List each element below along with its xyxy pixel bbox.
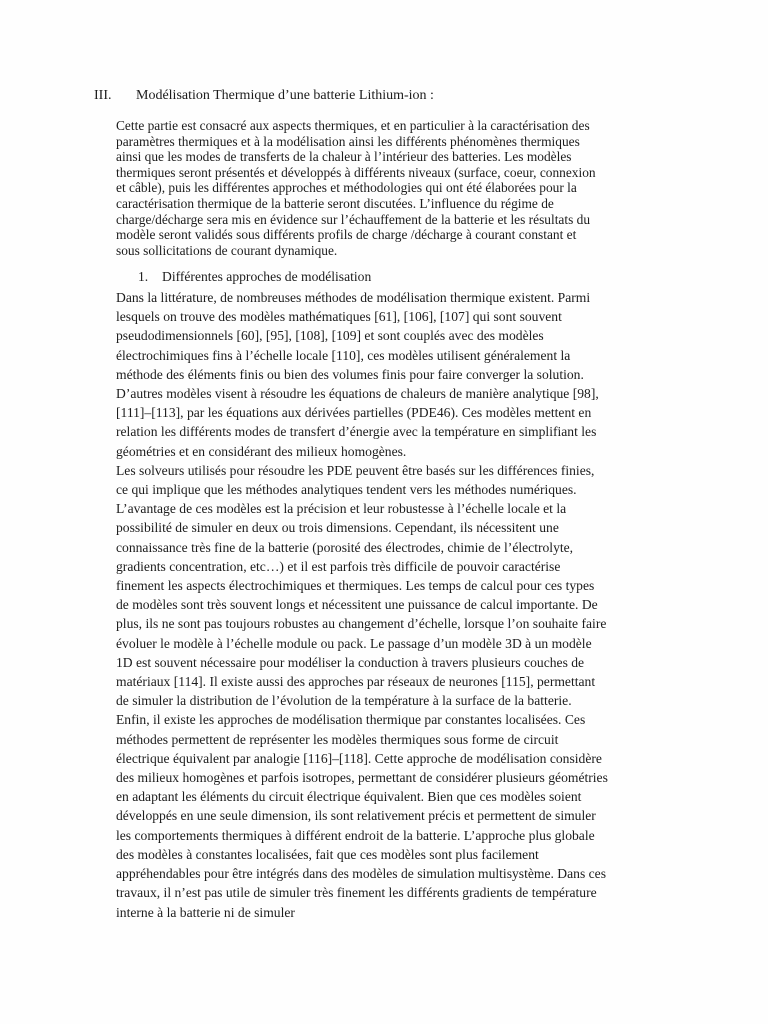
section-heading	[94, 87, 434, 104]
text-line: ce qui implique que les méthodes analytiques tendent vers les méthodes numériques.	[116, 482, 577, 498]
text-line: modèle seront validés sous différents profils de charge /décharge à courant constant et	[116, 227, 577, 243]
section-title: Modélisation Thermique d’une batterie Lithium-ion :	[136, 88, 434, 103]
text-line: méthodes permettent de représenter les modèles thermiques sous forme de circuit	[116, 731, 559, 747]
text-line: relation les différents modes de transfert d’énergie avec la température en simplifiant les	[116, 424, 597, 440]
text-line: gradients concentration, etc…) et il est parfois très difficile de pouvoir caractérise	[116, 558, 561, 574]
body-text	[116, 288, 664, 922]
text-line: caractérisation thermique de la batterie seront discutées. L’influence du régime de	[116, 195, 554, 211]
text-line: évoluer le modèle à l’échelle module ou pack. Le passage d’un modèle 3D à un modèle	[116, 635, 592, 651]
text-line: pseudodimensionnels [60], [95], [108], [109] et sont couplés avec des modèles	[116, 328, 544, 344]
text-line: Enfin, il existe les approches de modélisation thermique par constantes localisées. Ces	[116, 712, 586, 728]
text-line: interne à la batterie ni de simuler	[116, 904, 295, 920]
text-line: charge/décharge sera mis en évidence sur l’échauffement de la batterie et les résultats du	[116, 211, 591, 227]
section-number: III.	[94, 88, 112, 103]
text-line: paramètres thermiques et à la modélisation ainsi les différents phénomènes thermiques	[116, 133, 580, 149]
text-line: [111]–[113], par les équations aux dérivées partielles (PDE46). Ces modèles mettent en	[116, 405, 592, 421]
text-line: développés en une seule dimension, ils sont relativement précis et permettent de simuler	[116, 808, 596, 824]
text-line: plus, ils ne sont pas toujours robustes au changement d’échelle, lorsque l’on souhaite faire	[116, 616, 607, 632]
text-line: des milieux homogènes et parfois isotropes, permettant de considérer plusieurs géométries	[116, 770, 608, 786]
text-line: D’autres modèles visent à résoudre les équations de chaleurs de manière analytique [98],	[116, 386, 599, 402]
text-line: sous sollicitations de courant dynamique.	[116, 242, 338, 258]
text-line: connaissance très fine de la batterie (porosité des électrodes, chimie de l’électrolyte,	[116, 539, 574, 555]
text-line: des modèles à constantes localisées, fait que ces modèles sont plus facilement	[116, 846, 539, 862]
subsection-number: 1.	[138, 269, 149, 284]
text-line: L’avantage de ces modèles est la précision et leur robustesse à l’échelle locale et la	[116, 501, 567, 517]
subsection-heading	[138, 269, 371, 285]
subsection-title: Différentes approches de modélisation	[162, 269, 372, 284]
text-line: 1D est souvent nécessaire pour modéliser la conduction à travers plusieurs couches de	[116, 654, 585, 670]
text-line: en adaptant les éléments du circuit électrique équivalent. Bien que ces modèles soient	[116, 789, 582, 805]
text-line: finement les aspects électrochimiques et thermiques. Les temps de calcul pour ces types	[116, 578, 595, 594]
text-line: possibilité de simuler en deux ou trois dimensions. Cependant, ils nécessitent une	[116, 520, 559, 536]
text-line: électrique équivalent par analogie [116]–[118]. Cette approche de modélisation considère	[116, 750, 602, 766]
text-line: méthode des éléments finis ou bien des volumes finis pour faire converger la solution.	[116, 366, 584, 382]
text-line: électrochimiques fins à l’échelle locale [110], ces modèles utilisent généralement la	[116, 347, 571, 363]
text-line: Dans la littérature, de nombreuses méthodes de modélisation thermique existent. Parmi	[116, 290, 591, 305]
text-line: Cette partie est consacré aux aspects thermiques, et en particulier à la caractérisation des	[116, 118, 590, 133]
text-line: ainsi que les modes de transferts de la chaleur à l’intérieur des batteries. Les modèles	[116, 149, 572, 165]
text-line: de modèles sont très souvent longs et nécessitent une puissance de calcul importante. De	[116, 597, 598, 613]
text-line: thermiques seront présentés et développés à différents niveaux (surface, coeur, connexion	[116, 164, 596, 180]
text-line: lesquels on trouve des modèles mathématiques [61], [106], [107] qui sont souvent	[116, 309, 562, 325]
text-line: matériaux [114]. Il existe aussi des approches par réseaux de neurones [115], permettant	[116, 674, 596, 690]
text-line: les comportements thermiques à différent endroit de la batterie. L’approche plus globale	[116, 827, 595, 843]
text-line: géométries et en considérant des milieux homogènes.	[116, 443, 407, 459]
text-line: appréhendables pour être intégrés dans des modèles de simulation multisystème. Dans ces	[116, 866, 606, 882]
text-line: Les solveurs utilisés pour résoudre les PDE peuvent être basés sur les différences finies,	[116, 462, 595, 478]
intro-paragraph	[116, 118, 640, 258]
text-line: de simuler la distribution de l’évolution de la température à la surface de la batterie.	[116, 693, 572, 709]
text-line: et câble), puis les différentes approches et méthodologies qui ont été élaborées pour la	[116, 180, 577, 196]
text-line: travaux, il n’est pas utile de simuler très finement les différents gradients de température	[116, 885, 597, 901]
